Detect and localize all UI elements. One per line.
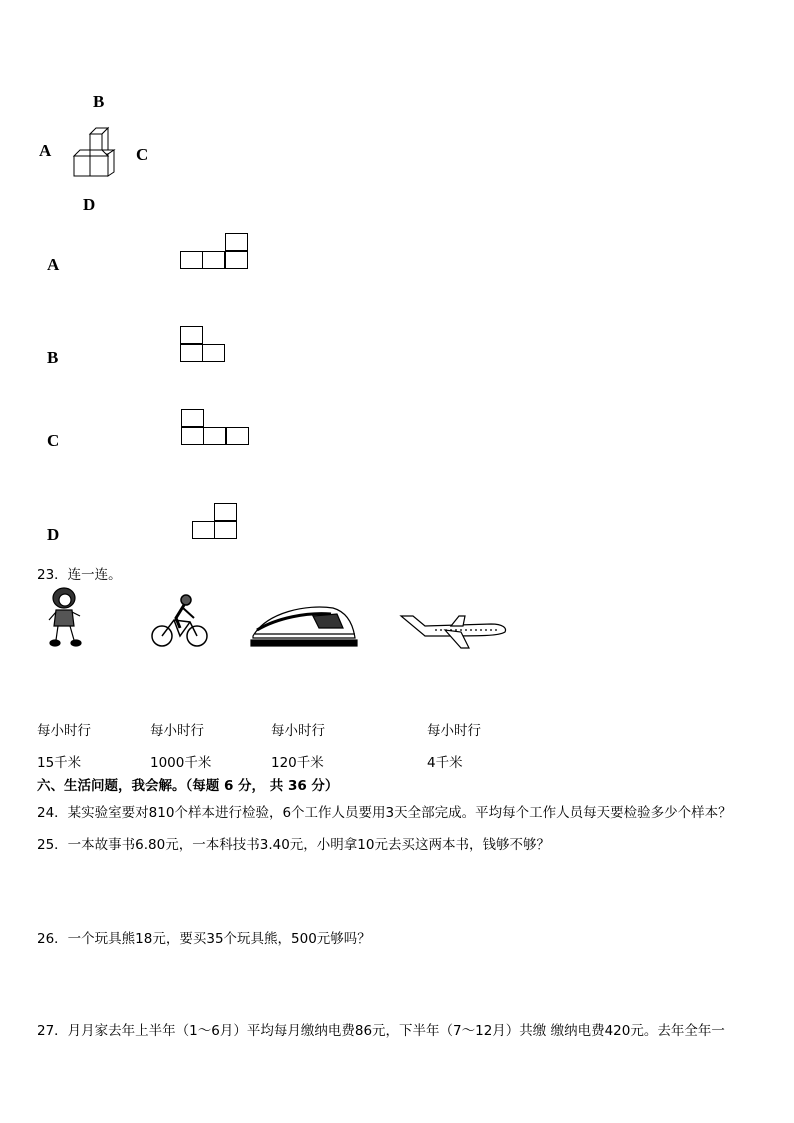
speed-value-3: 120千米 (271, 755, 324, 771)
option-b-label: B (47, 348, 59, 367)
high-speed-train-icon (247, 600, 359, 650)
speed-value-2: 1000千米 (150, 755, 212, 771)
cube-stack-figure (66, 124, 122, 182)
view-label-right: C (136, 145, 149, 164)
speed-prefix-3: 每小时行 (271, 723, 325, 739)
speed-value-1: 15千米 (37, 755, 82, 771)
option-a-shape (180, 233, 250, 271)
speed-prefix-4: 每小时行 (427, 723, 481, 739)
option-b-shape (180, 326, 228, 364)
q23-prompt: 23．连一连。 (37, 567, 122, 583)
question-25: 25．一本故事书6.80元，一本科技书3.40元，小明拿10元去买这两本书，钱够不够？ (37, 837, 550, 853)
option-d-label: D (47, 525, 60, 544)
option-d-shape (192, 503, 240, 541)
question-26: 26．一个玩具熊18元，要买35个玩具熊，500元够吗？ (37, 931, 371, 947)
section-6-title: 六、生活问题，我会解。（每题 6 分， 共 36 分） (37, 778, 339, 794)
girl-walking-icon (46, 586, 86, 648)
speed-prefix-1: 每小时行 (37, 723, 91, 739)
option-c-shape (181, 409, 251, 447)
option-c-label: C (47, 431, 60, 450)
speed-prefix-2: 每小时行 (150, 723, 204, 739)
view-label-top: B (93, 92, 105, 111)
cyclist-icon (150, 592, 210, 650)
airplane-icon (395, 608, 509, 650)
speed-value-4: 4千米 (427, 755, 463, 771)
view-label-left: A (39, 141, 52, 160)
question-24: 24．某实验室要对810个样本进行检验，6个工作人员要用3天全部完成。平均每个工作人员每天要检验多少个样本？ (37, 805, 732, 821)
view-label-bottom: D (83, 195, 96, 214)
option-a-label: A (47, 255, 60, 274)
question-27: 27．月月家去年上半年（1～6月）平均每月缴纳电费86元，下半年（7～12月）共缴 缴纳电费420元。去年全年一 (37, 1023, 725, 1039)
